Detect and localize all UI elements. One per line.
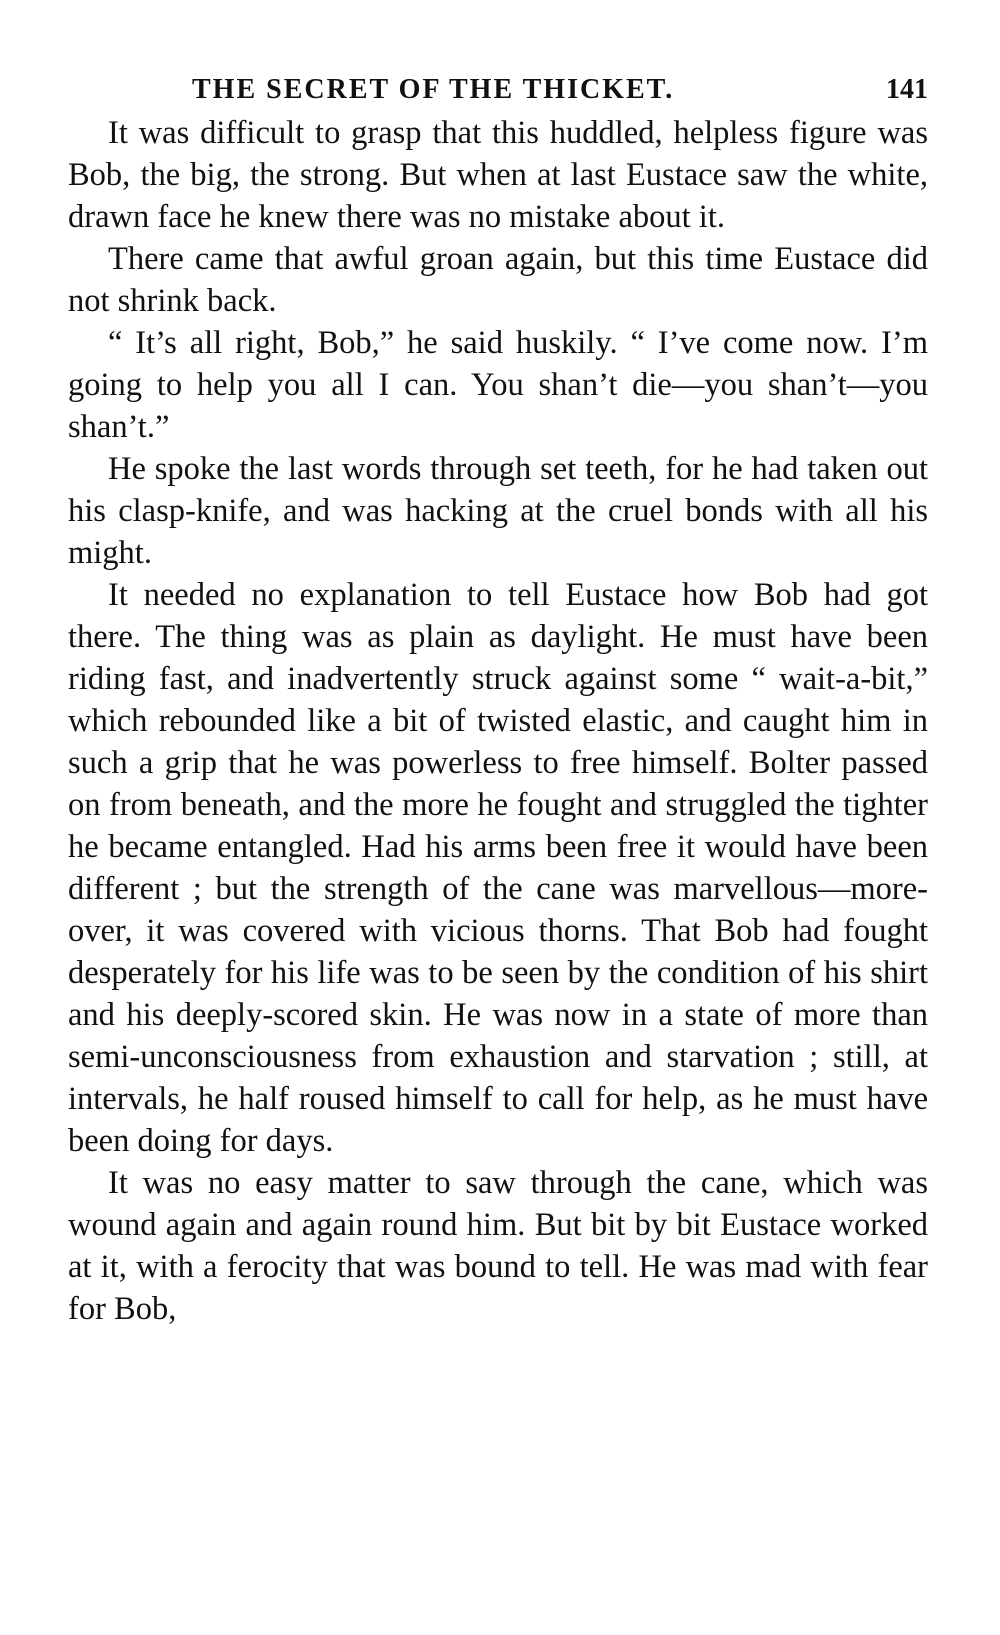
- paragraph: It was difficult to grasp that this huddled, helpless figure was Bob, the big, the strong. But when at last Eustace saw the white, drawn face he knew there was no mistake about it.: [68, 115, 928, 235]
- book-page: [68, 64, 928, 1330]
- body-text: [68, 112, 928, 1330]
- paragraph: “ It’s all right, Bob,” he said huskily. “ I’ve come now. I’m going to help you all I can. You shan’t die—you shan’t—you shan’t.”: [68, 325, 928, 445]
- paragraph: It needed no explanation to tell Eustace how Bob had got there. The thing was as plain as daylight. He must have been riding fast, and inadvertently struck against some “ wait-a-bit,” which rebounded like a bit of twisted elastic, and caught him in such a grip that he was powerless to free himself. Bolter passed on from beneath, and the more he fought and struggled the tighter he became entangled. Had his arms been free it would have been different ; but the strength of the cane was marvellous—more-over, it was covered with vicious thorns. That Bob had fought desperately for his life was to be seen by the condition of his shirt and his deeply-scored skin. He was now in a state of more than semi-unconsciousness from exhaustion and starvation ; still, at intervals, he half roused himself to call for help, as he must have been doing for days.: [68, 577, 928, 1159]
- running-title: THE SECRET OF THE THICKET.: [192, 74, 675, 105]
- running-head: [68, 64, 928, 112]
- paragraph: He spoke the last words through set teeth, for he had taken out his clasp-knife, and was hacking at the cruel bonds with all his might.: [68, 451, 928, 571]
- page-number: 141: [886, 74, 928, 105]
- paragraph: It was no easy matter to saw through the cane, which was wound again and again round him. But bit by bit Eustace worked at it, with a ferocity that was bound to tell. He was mad with fear for Bob,: [68, 1165, 928, 1327]
- paragraph: There came that awful groan again, but this time Eustace did not shrink back.: [68, 241, 928, 319]
